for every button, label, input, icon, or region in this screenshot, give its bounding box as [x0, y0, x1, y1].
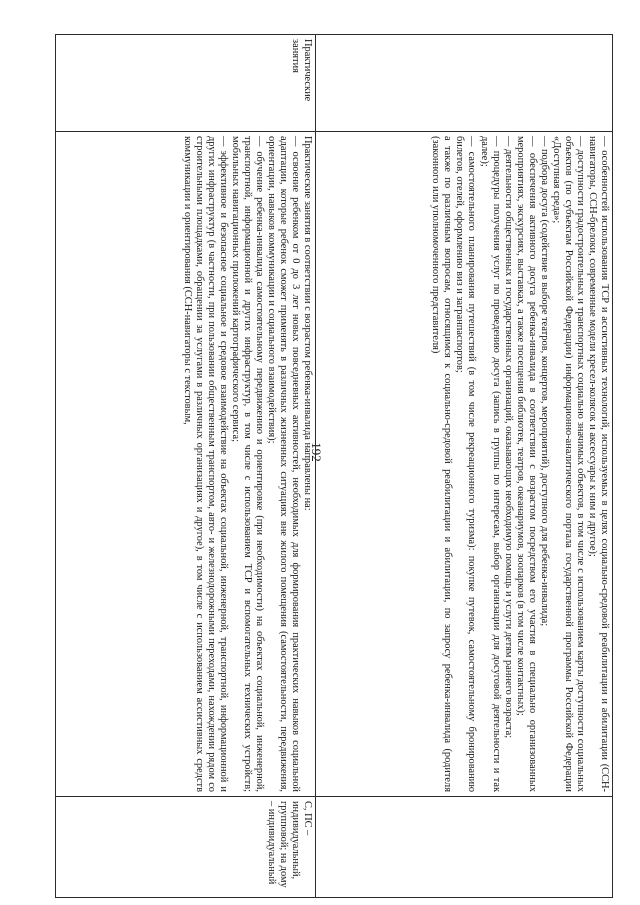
- list-item: — подбора досуга (содействие в выборе театров, концертов, мероприятий), доступного для ребенка-инвалида;: [538, 136, 550, 627]
- list-item: а также по различным вопросам, относящимся к социально-средовой реабилитации и абилитации, по запросу ребенка-инвалида (родителя (законного или уполномоченного представителя): [430, 136, 454, 792]
- rotated-page-content: [55, 34, 613, 898]
- list-item: — обучение ребенка-инвалида самостоятельному передвижению и ориентировке (при необходимости) на объектах социальной, инженерной, транспортной, информационной и других инфраструктур, в том числе с использованием ТСР и вспомогательных технических устройств; мобильных навигационных приложений картографического сервиса;: [229, 136, 265, 792]
- table-row: [316, 35, 613, 898]
- description-cell: [56, 132, 316, 797]
- list-item: — освоение ребенком от 0 до 3 лет новых повседневных активностей, необходимых для формирования практических навыков социальной адаптации, которые ребенок сможет применять в различных жизненных ситуациях вне жилого помещения (самостоятельности, передвижения, ориентации, навыков коммуникации и социального взаимодействия);: [265, 136, 301, 792]
- service-table: [55, 34, 613, 898]
- category-cell: [316, 35, 613, 132]
- list-item: — самостоятельного планирования путешествий (в том числе рекреационного туризма): покупке путевок, самостоятельному бронированию билетов, отелей, оформлению виз и загранпаспортов;: [454, 136, 478, 792]
- list-item: — деятельности общественных и государственных организаций, оказывающих необходимую помощь и услуги детям раннего возраста;: [502, 136, 514, 739]
- table-row: [56, 35, 316, 898]
- list-item: — эффективное и безопасное социальное и средовое взаимодействие на объектах социальной, инженерной, транспортной, информационной и других инфраструктур (в частности, при пользовании общественным транспортом, авто- и железнодорожными переходами, нахождении рядом со строительными площадками, обращении за услугами в различных организациях и другое), в том числе с использованием ассистивных средств коммуникации и ориентирования (ССН-навигаторы с текстовым,: [181, 136, 229, 792]
- description-cell: [316, 132, 613, 797]
- page-number: 192: [309, 442, 324, 462]
- list-item: Практические занятия в соответствии с возрастом ребенка-инвалида направлены на:: [302, 136, 313, 511]
- form-cell: С, ПС – индивидуальный, групповой; на дому – индивидуальный: [56, 797, 316, 898]
- list-item: — обеспечения активного досуга ребенка-инвалида в соответствии с возрастом посредством его участия в специально организованных мероприятиях, экскурсиях, выставках, а также посещения библиотек, театров, океанариумов, зоопарков (в том числе контактных);: [514, 136, 538, 792]
- form-cell: [316, 797, 613, 898]
- list-item: — особенностей использования ТСР и ассистивных технологий, используемых в целях социально-средовой реабилитации и абилитации (ССН-навигаторы, ССН-брелоки, современные модели кресел-колясок и аксессуары к ним и другое);: [586, 136, 610, 792]
- list-item: — процедуры получения услуг по проведению досуга (запись в группы по интересам, выбор организации для досуговой деятельности и так далее);: [478, 136, 502, 792]
- list-item: — доступности градостроительных и транспортных социально значимых объектов, в том числе с использованием карты доступности социальных объектов (по субъектам Российской Федерации) информационно-аналитического портала государственной программы Российской Федерации «Доступная среда»;: [550, 136, 586, 792]
- category-cell: Практические занятия: [56, 35, 316, 132]
